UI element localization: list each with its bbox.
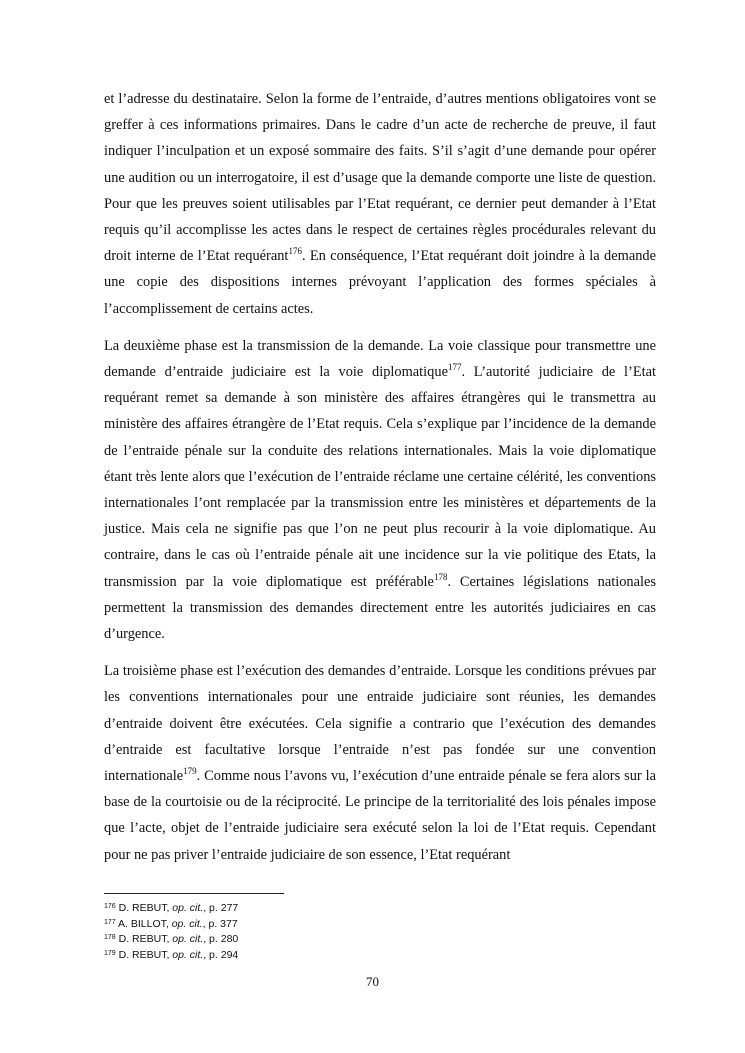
footnote-author: D. REBUT, — [115, 948, 173, 961]
paragraph-text: . Certaines législations nationales permettent la transmission des demandes directement entre les autorités judiciaires en cas d’urgence. — [104, 573, 656, 643]
paragraph-text: et l’adresse du destinataire. Selon la forme de l’entraide, d’autres mentions obligatoires vont se greffer à ces informations primaires. Dans le cadre d’un acte de recherche de preuve, il faut indiquer l’inculpation et un exposé sommaire des faits. S’il s’agit d’une demande pour opérer une audition ou un interrogatoire, il est d’usage que la demande comporte une liste de question. Pour que les preuves soient utilisables par l’Etat requérant, ce dernier peut demander à l’Etat requis qu’il accomplisse les actes dans le respect de certaines règles procédurales relevant du droit interne de l’Etat requérant — [104, 91, 656, 265]
footnote-author: D. REBUT, — [115, 902, 173, 914]
footnote-author: D. REBUT, — [115, 933, 173, 945]
footnote-177 — [104, 917, 504, 933]
footnote-page: , p. 294 — [203, 948, 239, 961]
footnote-reference-178: 178 — [433, 571, 448, 582]
footnote-page: , p. 377 — [202, 917, 238, 930]
footnotes — [104, 901, 504, 963]
footnote-179 — [104, 948, 504, 964]
body-text — [104, 86, 656, 879]
footnote-author: A. BILLOT, — [115, 917, 172, 930]
footnote-citation: op. cit. — [172, 902, 204, 914]
footnote-reference-179: 179 — [183, 766, 197, 777]
footnote-citation: op. cit. — [172, 948, 204, 961]
footnote-separator — [104, 893, 284, 894]
footnote-page: , p. 277 — [203, 902, 239, 914]
paragraph-text: . Comme nous l’avons vu, l’exécution d’une entraide pénale se fera alors sur la base de la courtoisie ou de la réciprocité. Le principe de la territorialité des lois pénales impose que l’acte, objet de l’entraide judiciaire sera exécuté selon la loi de l’Etat requis. Cependant pour ne pas priver l’entraide judiciaire de son essence, l’Etat requérant — [104, 768, 656, 863]
paragraph-1 — [104, 86, 656, 322]
paragraph-text: . En conséquence, l’Etat requérant doit joindre à la demande une copie des dispositions internes prévoyant l’application des formes spéciales à l’accomplissement de certains actes. — [104, 248, 656, 317]
footnote-citation: op. cit. — [172, 933, 204, 945]
footnote-176 — [104, 901, 504, 917]
paragraph-text: La troisième phase est l’exécution des demandes d’entraide. Lorsque les conditions prévues par les conventions internationales pour une entraide judiciaire sont réunies, les demandes d’entraide doivent être exécutées. Cela signifie a contrario que l’exécution des demandes d’entraide est facultative lorsque l’entraide n’est pas fondée sur une convention internationale — [104, 663, 656, 785]
paragraph-text: . L’autorité judiciaire de l’Etat requérant remet sa demande à son ministère des affaires étrangères qui le transmettra au ministère des affaires étrangère de l’Etat requis. Cela s’explique par l’incidence de la demande de l’entraide pénale sur la conduite des relations internationales. Mais la voie diplomatique étant très lente alors que l’exécution de l’entraide réclame une certaine célérité, les conventions internationales l’ont remplacée par la transmission entre les ministères et départements de la justice. Mais cela ne signifie pas que l’on ne peut plus recourir à la voie diplomatique. Au contraire, dans le cas où l’entraide pénale ait une incidence sur la vie politique des Etats, la transmission par la voie diplomatique est préférable — [104, 364, 656, 590]
footnote-reference-176: 176 — [288, 246, 302, 257]
footnote-number: 178 — [104, 934, 116, 941]
footnote-number: 179 — [104, 949, 116, 957]
paragraph-3 — [104, 658, 656, 868]
page-number: 70 — [366, 974, 379, 989]
footnote-citation: op. cit. — [171, 917, 203, 930]
footnote-number: 176 — [104, 903, 116, 910]
paragraph-text: La deuxième phase est la transmission de la demande. La voie classique pour transmettre une demande d’entraide judiciaire est la voie diplomatique — [104, 337, 656, 381]
footnote-reference-177: 177 — [447, 362, 462, 373]
footnote-page: , p. 280 — [203, 933, 239, 945]
footnote-178 — [104, 932, 504, 948]
footnote-number: 177 — [104, 918, 116, 926]
paragraph-2 — [104, 333, 656, 647]
